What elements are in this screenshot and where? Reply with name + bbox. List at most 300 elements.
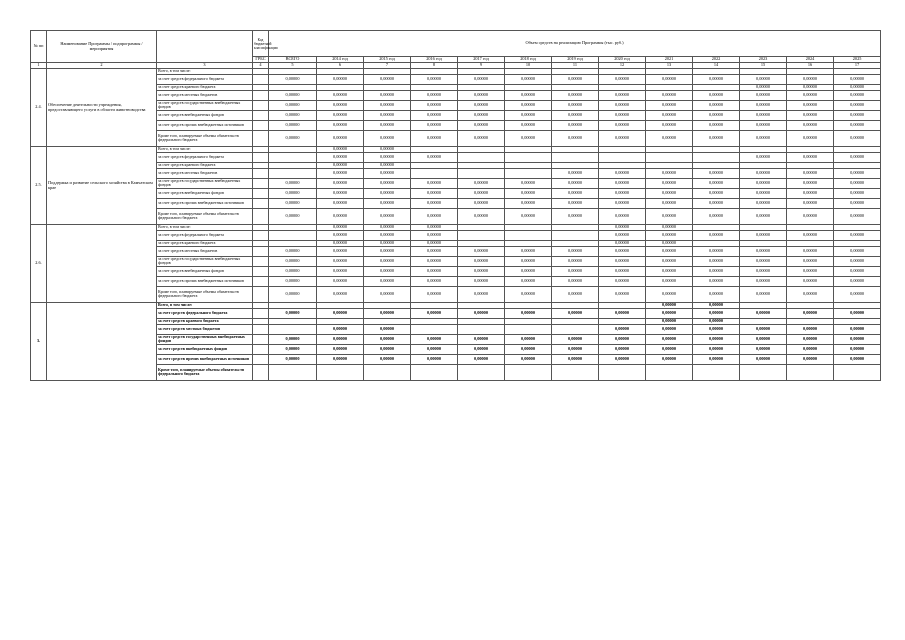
- funding-source: Кроме того, планируемые объемы обязательств федерального бюджета: [157, 364, 253, 380]
- year-value: 0,00000: [552, 256, 599, 266]
- year-value: 0,00000: [458, 110, 505, 120]
- year-value: 0,00000: [364, 198, 411, 208]
- grbs-code: [253, 246, 269, 256]
- year-value: [458, 152, 505, 162]
- year-value: 0,00000: [411, 90, 458, 100]
- year-value: 0,00000: [458, 74, 505, 84]
- year-value: 0,00000: [552, 110, 599, 120]
- year-value: 0,00000: [505, 354, 552, 364]
- year-value: 0,00000: [364, 152, 411, 162]
- total-value: [269, 324, 317, 334]
- header-column-number: 15: [740, 63, 787, 69]
- year-value: 0,00000: [834, 152, 881, 162]
- year-value: 0,00000: [458, 100, 505, 110]
- year-value: 0,00000: [646, 240, 693, 246]
- grbs-code: [253, 120, 269, 130]
- year-value: 0,00000: [364, 334, 411, 344]
- year-value: 0,00000: [317, 286, 364, 302]
- header-name: Наименование Программы / подпрограммы / мероприятия: [47, 31, 157, 63]
- year-value: 0,00000: [740, 344, 787, 354]
- funding-source: за счет средств государственных внебюджетных фондов: [157, 100, 253, 110]
- grbs-code: [253, 90, 269, 100]
- grbs-code: [253, 208, 269, 224]
- year-value: 0,00000: [505, 266, 552, 276]
- year-value: 0,00000: [740, 130, 787, 146]
- block-name: [47, 224, 157, 302]
- year-value: 0,00000: [411, 208, 458, 224]
- year-value: 0,00000: [317, 90, 364, 100]
- year-value: 0,00000: [787, 74, 834, 84]
- year-value: 0,00000: [693, 208, 740, 224]
- year-value: 0,00000: [834, 130, 881, 146]
- year-value: 0,00000: [364, 354, 411, 364]
- funding-source: за счет средств краевого бюджета: [157, 162, 253, 168]
- year-value: 0,00000: [317, 354, 364, 364]
- year-value: 0,00000: [364, 230, 411, 240]
- year-value: 0,00000: [646, 130, 693, 146]
- year-value: 0,00000: [834, 120, 881, 130]
- year-value: [787, 364, 834, 380]
- year-value: 0,00000: [411, 276, 458, 286]
- year-value: [646, 152, 693, 162]
- year-value: 0,00000: [834, 84, 881, 90]
- year-value: 0,00000: [364, 162, 411, 168]
- year-value: 0,00000: [834, 90, 881, 100]
- year-value: 0,00000: [411, 240, 458, 246]
- year-value: 0,00000: [552, 276, 599, 286]
- grbs-code: [253, 344, 269, 354]
- header-column-number: 17: [834, 63, 881, 69]
- year-value: 0,00000: [599, 354, 646, 364]
- year-value: 0,00000: [646, 208, 693, 224]
- header-column-number: 6: [317, 63, 364, 69]
- year-value: [458, 168, 505, 178]
- year-value: 0,00000: [646, 334, 693, 344]
- funding-source: за счет средств внебюджетных фондов: [157, 188, 253, 198]
- year-value: 0,00000: [364, 74, 411, 84]
- year-value: 0,00000: [458, 308, 505, 318]
- year-value: 0,00000: [834, 198, 881, 208]
- year-value: [552, 324, 599, 334]
- year-value: 0,00000: [740, 276, 787, 286]
- year-value: 0,00000: [693, 168, 740, 178]
- grbs-code: [253, 364, 269, 380]
- year-value: 0,00000: [834, 276, 881, 286]
- year-value: 0,00000: [740, 256, 787, 266]
- year-value: 0,00000: [411, 188, 458, 198]
- year-value: 0,00000: [599, 130, 646, 146]
- year-value: 0,00000: [317, 198, 364, 208]
- funding-source: Кроме того, планируемые объемы обязательств федерального бюджета: [157, 130, 253, 146]
- table-row: [31, 130, 881, 146]
- year-value: 0,00000: [552, 286, 599, 302]
- table-row: [31, 286, 881, 302]
- year-value: 0,00000: [552, 246, 599, 256]
- funding-source: за счет средств государственных внебюджетных фондов: [157, 256, 253, 266]
- funding-source: за счет средств государственных внебюджетных фондов: [157, 334, 253, 344]
- table-row: [31, 276, 881, 286]
- year-value: 0,00000: [646, 324, 693, 334]
- grbs-code: [253, 188, 269, 198]
- funding-source: за счет средств прочих внебюджетных источников: [157, 198, 253, 208]
- funding-source: Кроме того, планируемые объемы обязательств федерального бюджета: [157, 208, 253, 224]
- year-value: 0,00000: [411, 100, 458, 110]
- header-budget-code: Код бюджетной классификации: [253, 31, 269, 57]
- header-column-number: 12: [599, 63, 646, 69]
- table-row: [31, 230, 881, 240]
- year-value: 0,00000: [505, 100, 552, 110]
- year-value: 0,00000: [646, 266, 693, 276]
- year-value: 0,00000: [317, 188, 364, 198]
- header-year: 2014 год: [317, 57, 364, 63]
- year-value: 0,00000: [364, 286, 411, 302]
- year-value: [834, 364, 881, 380]
- year-value: 0,00000: [505, 344, 552, 354]
- year-value: 0,00000: [834, 100, 881, 110]
- year-value: 0,00000: [693, 308, 740, 318]
- year-value: 0,00000: [458, 208, 505, 224]
- year-value: 0,00000: [458, 90, 505, 100]
- year-value: 0,00000: [317, 74, 364, 84]
- year-value: [411, 168, 458, 178]
- year-value: [458, 364, 505, 380]
- header-column-number: 8: [411, 63, 458, 69]
- year-value: 0,00000: [787, 230, 834, 240]
- year-value: 0,00000: [599, 276, 646, 286]
- year-value: 0,00000: [505, 334, 552, 344]
- header-column-number: 13: [646, 63, 693, 69]
- year-value: 0,00000: [552, 354, 599, 364]
- year-value: 0,00000: [834, 74, 881, 84]
- year-value: 0,00000: [646, 198, 693, 208]
- header-column-number: 5: [269, 63, 317, 69]
- year-value: 0,00000: [317, 130, 364, 146]
- year-value: 0,00000: [787, 90, 834, 100]
- year-value: 0,00000: [411, 266, 458, 276]
- year-value: 0,00000: [552, 130, 599, 146]
- grbs-code: [253, 256, 269, 266]
- year-value: 0,00000: [599, 256, 646, 266]
- total-value: 0,00000: [269, 90, 317, 100]
- year-value: 0,00000: [693, 344, 740, 354]
- year-value: 0,00000: [411, 130, 458, 146]
- year-value: 0,00000: [787, 178, 834, 188]
- table-row: [31, 198, 881, 208]
- year-value: 0,00000: [317, 208, 364, 224]
- year-value: 0,00000: [787, 344, 834, 354]
- year-value: 0,00000: [834, 230, 881, 240]
- funding-source: за счет средств федерального бюджета: [157, 230, 253, 240]
- year-value: 0,00000: [317, 276, 364, 286]
- year-value: 0,00000: [317, 334, 364, 344]
- grbs-code: [253, 276, 269, 286]
- year-value: 0,00000: [364, 168, 411, 178]
- year-value: 0,00000: [599, 324, 646, 334]
- funding-source: Всего, в том числе:: [157, 146, 253, 152]
- grbs-code: [253, 178, 269, 188]
- total-value: 0,00000: [269, 246, 317, 256]
- table-row: [31, 90, 881, 100]
- year-value: 0,00000: [317, 230, 364, 240]
- year-value: 0,00000: [599, 230, 646, 240]
- year-value: 0,00000: [740, 334, 787, 344]
- header-year: 2015 год: [364, 57, 411, 63]
- year-value: 0,00000: [740, 266, 787, 276]
- total-value: 0,00000: [269, 120, 317, 130]
- year-value: 0,00000: [599, 286, 646, 302]
- year-value: 0,00000: [693, 90, 740, 100]
- table-row: [31, 178, 881, 188]
- year-value: 0,00000: [834, 344, 881, 354]
- year-value: 0,00000: [364, 178, 411, 188]
- year-value: 0,00000: [458, 286, 505, 302]
- year-value: 0,00000: [317, 100, 364, 110]
- block-number: 2.6.: [31, 224, 47, 302]
- year-value: [599, 152, 646, 162]
- year-value: 0,00000: [552, 74, 599, 84]
- funding-source: за счет средств внебюджетных фондов: [157, 344, 253, 354]
- table-row: [31, 120, 881, 130]
- year-value: 0,00000: [693, 276, 740, 286]
- year-value: 0,00000: [834, 208, 881, 224]
- funding-table: [30, 30, 881, 381]
- block-name: [47, 302, 157, 380]
- year-value: [411, 324, 458, 334]
- table-row: [31, 168, 881, 178]
- total-value: [269, 168, 317, 178]
- total-value: 0,00000: [269, 100, 317, 110]
- total-value: [269, 230, 317, 240]
- header-total: ВСЕГО: [269, 57, 317, 63]
- grbs-code: [253, 110, 269, 120]
- year-value: 0,00000: [364, 276, 411, 286]
- year-value: 0,00000: [693, 334, 740, 344]
- year-value: 0,00000: [552, 334, 599, 344]
- year-value: 0,00000: [599, 90, 646, 100]
- year-value: 0,00000: [458, 188, 505, 198]
- grbs-code: [253, 286, 269, 302]
- year-value: 0,00000: [787, 246, 834, 256]
- year-value: 0,00000: [646, 344, 693, 354]
- year-value: 0,00000: [787, 256, 834, 266]
- year-value: 0,00000: [740, 230, 787, 240]
- year-value: 0,00000: [317, 324, 364, 334]
- year-value: 0,00000: [317, 178, 364, 188]
- year-value: 0,00000: [693, 178, 740, 188]
- year-value: 0,00000: [740, 90, 787, 100]
- table-row: [31, 152, 881, 162]
- year-value: 0,00000: [693, 100, 740, 110]
- grbs-code: [253, 230, 269, 240]
- header-column-number: 10: [505, 63, 552, 69]
- year-value: 0,00000: [411, 286, 458, 302]
- year-value: [317, 364, 364, 380]
- year-value: 0,00000: [599, 240, 646, 246]
- year-value: 0,00000: [552, 208, 599, 224]
- year-value: 0,00000: [693, 198, 740, 208]
- year-value: 0,00000: [740, 286, 787, 302]
- year-value: 0,00000: [787, 354, 834, 364]
- funding-source: Всего, в том числе:: [157, 68, 253, 74]
- year-value: 0,00000: [787, 130, 834, 146]
- year-value: 0,00000: [552, 178, 599, 188]
- year-value: 0,00000: [411, 354, 458, 364]
- year-value: 0,00000: [552, 120, 599, 130]
- header-year: 2020 год: [599, 57, 646, 63]
- year-value: 0,00000: [411, 224, 458, 230]
- total-value: 0,00000: [269, 266, 317, 276]
- year-value: [552, 230, 599, 240]
- year-value: 0,00000: [740, 110, 787, 120]
- year-value: 0,00000: [834, 324, 881, 334]
- year-value: 0,00000: [505, 130, 552, 146]
- year-value: 0,00000: [411, 308, 458, 318]
- funding-source: за счет средств прочих внебюджетных источников: [157, 354, 253, 364]
- year-value: 0,00000: [787, 308, 834, 318]
- year-value: 0,00000: [552, 90, 599, 100]
- year-value: [458, 324, 505, 334]
- year-value: 0,00000: [458, 198, 505, 208]
- year-value: 0,00000: [599, 168, 646, 178]
- year-value: 0,00000: [834, 178, 881, 188]
- year-value: 0,00000: [740, 100, 787, 110]
- total-value: 0,00000: [269, 344, 317, 354]
- year-value: 0,00000: [317, 168, 364, 178]
- year-value: 0,00000: [693, 302, 740, 308]
- total-value: 0,00000: [269, 276, 317, 286]
- block-name: Поддержка и развитие сельского хозяйства в Камчатском крае: [47, 146, 157, 224]
- year-value: 0,00000: [599, 178, 646, 188]
- year-value: 0,00000: [505, 110, 552, 120]
- total-value: 0,00000: [269, 256, 317, 266]
- table-row: [31, 246, 881, 256]
- year-value: 0,00000: [599, 246, 646, 256]
- grbs-code: [253, 198, 269, 208]
- year-value: 0,00000: [646, 74, 693, 84]
- grbs-code: [253, 354, 269, 364]
- table-row: [31, 256, 881, 266]
- year-value: 0,00000: [505, 308, 552, 318]
- year-value: 0,00000: [693, 120, 740, 130]
- year-value: 0,00000: [317, 344, 364, 354]
- year-value: 0,00000: [411, 246, 458, 256]
- grbs-code: [253, 324, 269, 334]
- year-value: 0,00000: [505, 198, 552, 208]
- total-value: 0,00000: [269, 188, 317, 198]
- total-value: 0,00000: [269, 110, 317, 120]
- year-value: 0,00000: [552, 188, 599, 198]
- year-value: 0,00000: [364, 246, 411, 256]
- year-value: 0,00000: [364, 240, 411, 246]
- year-value: 0,00000: [787, 152, 834, 162]
- year-value: 0,00000: [364, 208, 411, 224]
- year-value: [505, 324, 552, 334]
- year-value: [646, 364, 693, 380]
- year-value: 0,00000: [646, 188, 693, 198]
- year-value: 0,00000: [505, 178, 552, 188]
- year-value: 0,00000: [599, 266, 646, 276]
- year-value: 0,00000: [693, 318, 740, 324]
- total-value: 0,00000: [269, 130, 317, 146]
- year-value: 0,00000: [646, 178, 693, 188]
- year-value: 0,00000: [740, 84, 787, 90]
- year-value: 0,00000: [834, 256, 881, 266]
- year-value: 0,00000: [693, 110, 740, 120]
- header-year: 2022: [693, 57, 740, 63]
- table-row: [31, 74, 881, 84]
- total-value: 0,00000: [269, 178, 317, 188]
- year-value: 0,00000: [317, 146, 364, 152]
- year-value: 0,00000: [552, 266, 599, 276]
- year-value: 0,00000: [740, 324, 787, 334]
- year-value: 0,00000: [317, 308, 364, 318]
- funding-source: за счет средств местных бюджетов: [157, 246, 253, 256]
- year-value: 0,00000: [364, 188, 411, 198]
- year-value: 0,00000: [364, 146, 411, 152]
- year-value: 0,00000: [693, 246, 740, 256]
- year-value: 0,00000: [458, 130, 505, 146]
- year-value: 0,00000: [552, 308, 599, 318]
- year-value: 0,00000: [646, 120, 693, 130]
- year-value: [552, 152, 599, 162]
- total-value: 0,00000: [269, 354, 317, 364]
- total-value: 0,00000: [269, 208, 317, 224]
- year-value: 0,00000: [787, 120, 834, 130]
- funding-source: за счет средств местных бюджетов: [157, 90, 253, 100]
- year-value: 0,00000: [740, 198, 787, 208]
- year-value: 0,00000: [458, 178, 505, 188]
- year-value: 0,00000: [317, 240, 364, 246]
- year-value: 0,00000: [834, 286, 881, 302]
- year-value: 0,00000: [599, 100, 646, 110]
- grbs-code: [253, 130, 269, 146]
- year-value: [693, 152, 740, 162]
- year-value: 0,00000: [552, 168, 599, 178]
- funding-source: за счет средств государственных внебюджетных фондов: [157, 178, 253, 188]
- year-value: 0,00000: [552, 198, 599, 208]
- table-row: [31, 364, 881, 380]
- funding-source: за счет средств федерального бюджета: [157, 74, 253, 84]
- grbs-code: [253, 266, 269, 276]
- year-value: 0,00000: [834, 168, 881, 178]
- year-value: 0,00000: [411, 110, 458, 120]
- year-value: 0,00000: [693, 130, 740, 146]
- header-year: 2024: [787, 57, 834, 63]
- year-value: 0,00000: [411, 344, 458, 354]
- year-value: [740, 364, 787, 380]
- year-value: 0,00000: [317, 246, 364, 256]
- year-value: 0,00000: [317, 162, 364, 168]
- header-column-number: 1: [31, 63, 47, 69]
- year-value: 0,00000: [693, 354, 740, 364]
- year-value: 0,00000: [599, 198, 646, 208]
- header-funding: Объем средств на реализацию Программы (тыс. руб.): [269, 31, 881, 57]
- year-value: 0,00000: [646, 308, 693, 318]
- year-value: 0,00000: [646, 100, 693, 110]
- header-column-number: 14: [693, 63, 740, 69]
- header-year: 2021: [646, 57, 693, 63]
- header-column-number: 7: [364, 63, 411, 69]
- year-value: 0,00000: [646, 286, 693, 302]
- year-value: 0,00000: [740, 354, 787, 364]
- funding-source: за счет средств краевого бюджета: [157, 318, 253, 324]
- year-value: 0,00000: [646, 168, 693, 178]
- year-value: 0,00000: [317, 256, 364, 266]
- header-year: 2023: [740, 57, 787, 63]
- funding-source: за счет средств федерального бюджета: [157, 152, 253, 162]
- year-value: 0,00000: [458, 120, 505, 130]
- year-value: 0,00000: [693, 286, 740, 302]
